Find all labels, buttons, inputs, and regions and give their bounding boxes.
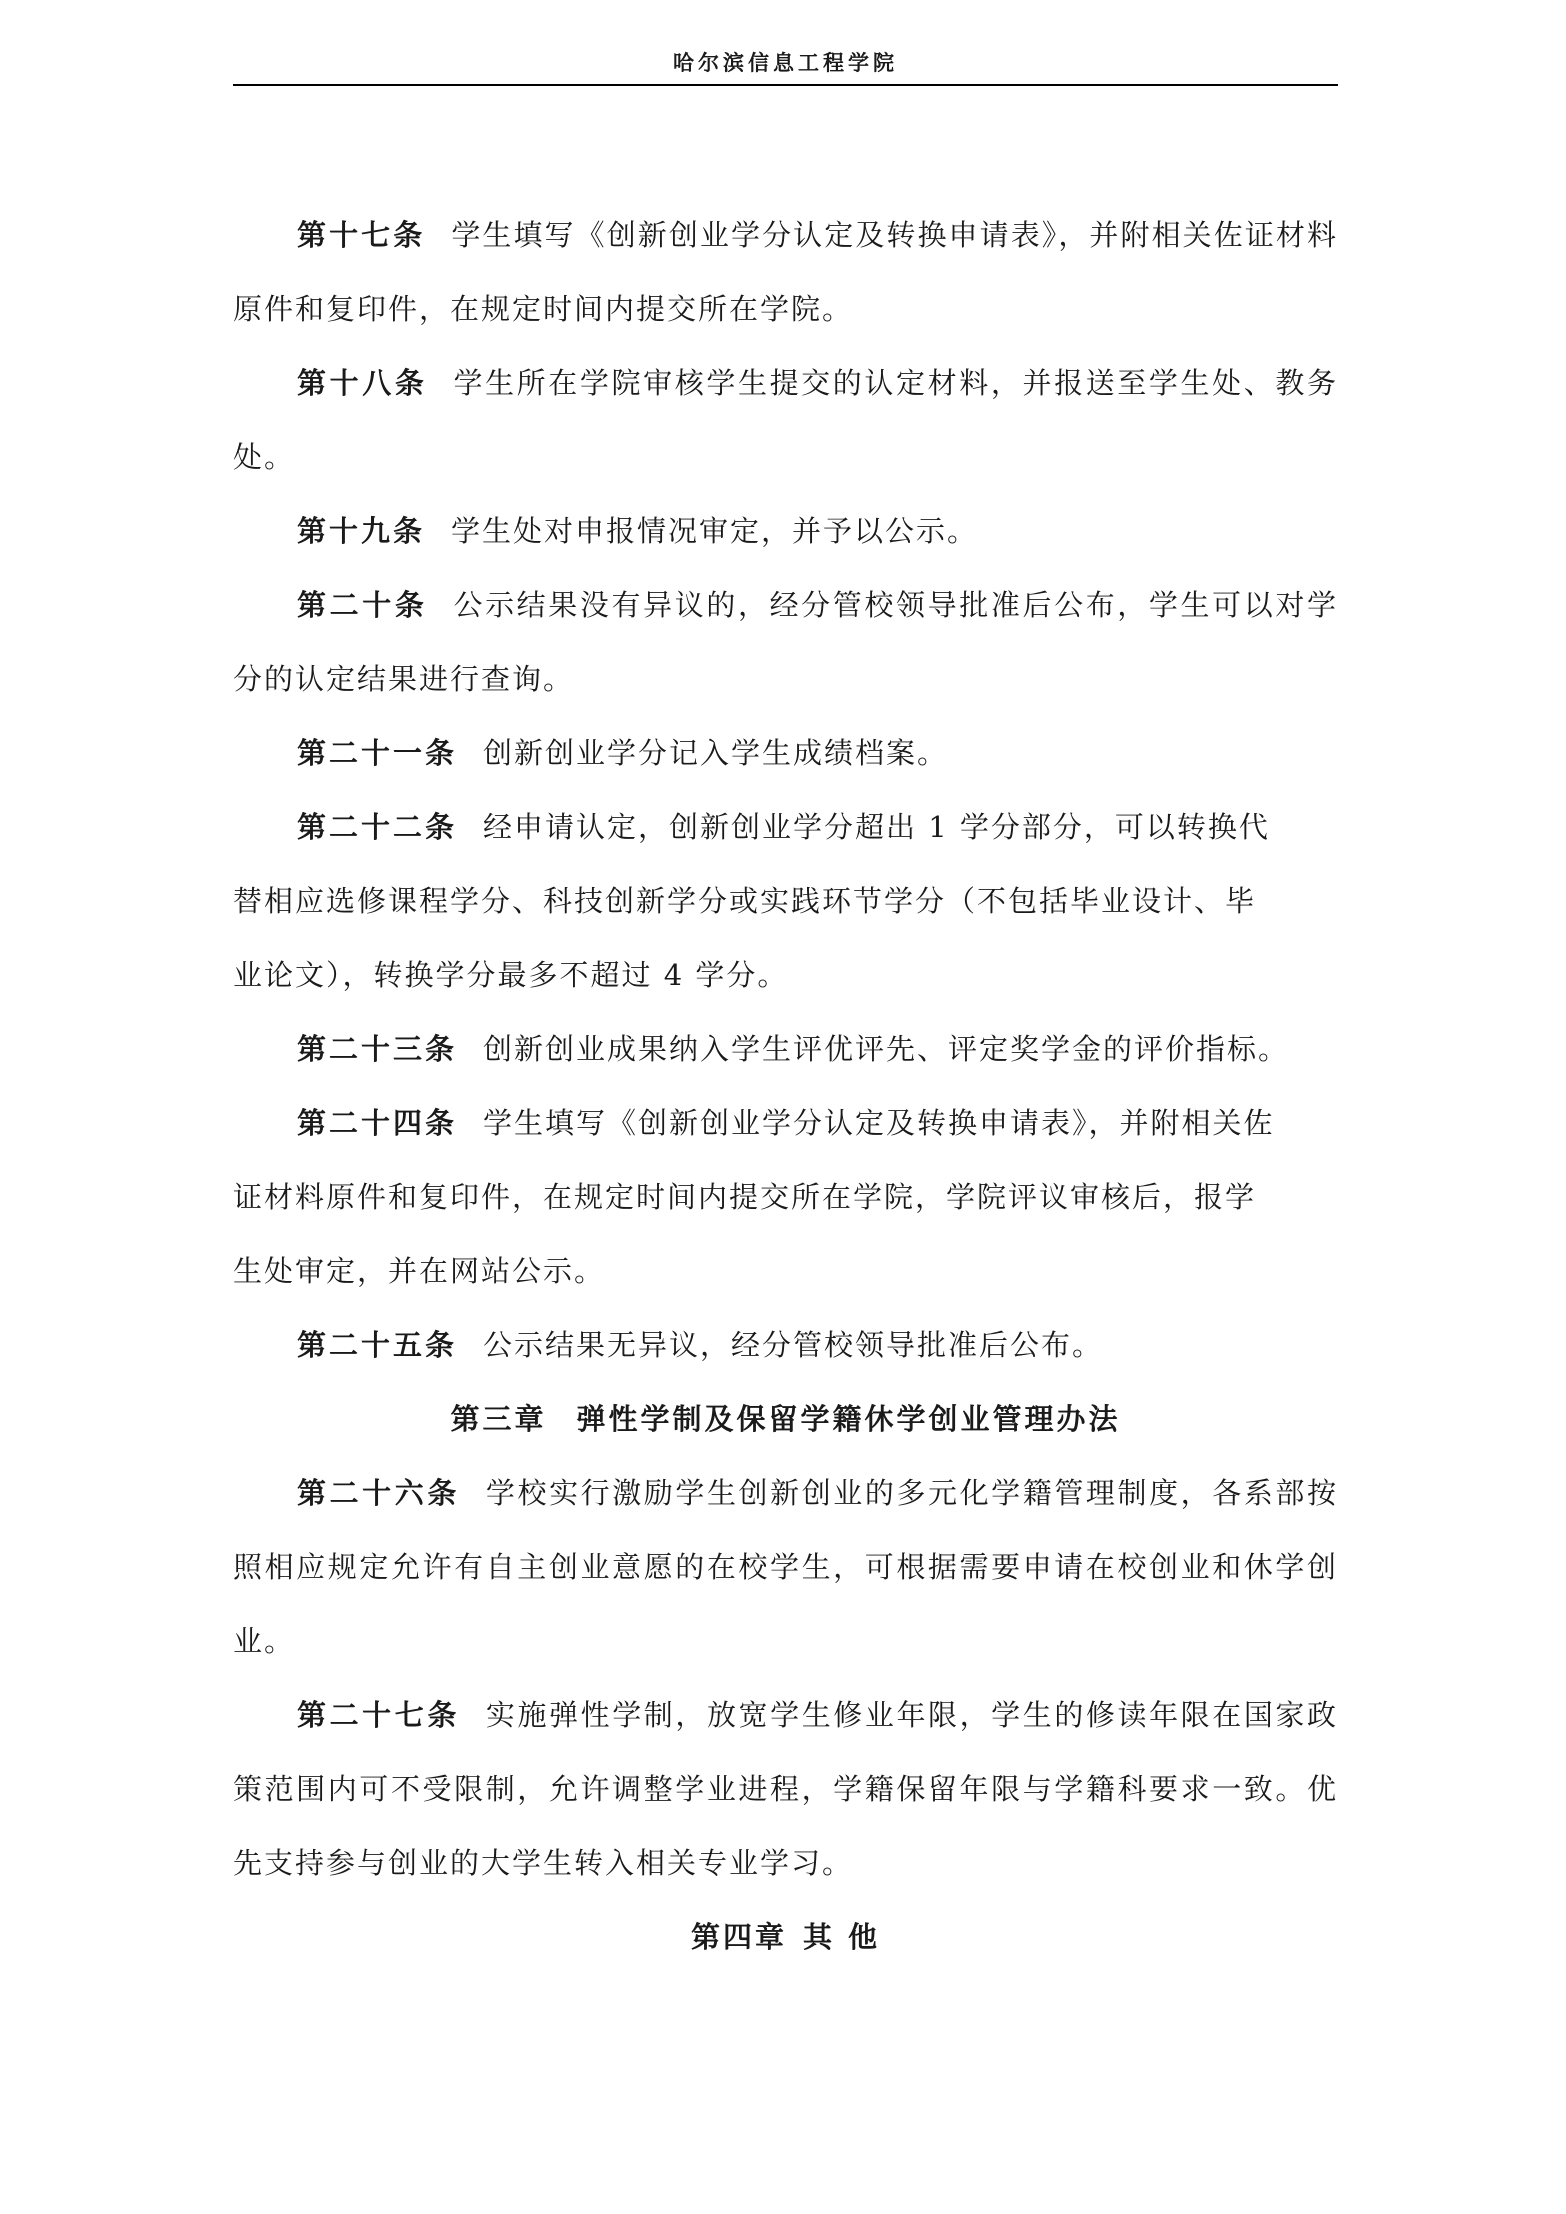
article-text-line: 学生填写《创新创业学分认定及转换申请表》，并附相关佐: [483, 1106, 1275, 1140]
article-text: 实施弹性学制，放宽学生修业年限，学生的修读年限在国家政策范围内可不受限制，允许调整学业进程，学籍保留年限与学籍科要求一致。优先支持参与创业的大学生转入相关专业学习。: [233, 1698, 1338, 1880]
article-number: 第二十条: [297, 588, 428, 622]
page-header: [233, 40, 1338, 86]
article-text: 创新创业学分记入学生成绩档案。: [483, 736, 949, 770]
article-26: [233, 1456, 1338, 1678]
article-number: 第二十五条: [297, 1328, 458, 1362]
article-20: [233, 568, 1338, 716]
article-text: 公示结果没有异议的，经分管校领导批准后公布，学生可以对学分的认定结果进行查询。: [233, 588, 1338, 696]
chapter-4-heading: [233, 1900, 1338, 1974]
article-23: [233, 1012, 1338, 1086]
chapter-title: 其 他: [802, 1920, 881, 1954]
article-number: 第二十七条: [297, 1698, 460, 1732]
document-body: [233, 198, 1338, 1974]
article-number: 第二十二条: [297, 810, 458, 844]
article-text-line: 生处审定，并在网站公示。: [233, 1254, 606, 1288]
chapter-number: 第三章: [450, 1402, 547, 1436]
article-text: 学校实行激励学生创新创业的多元化学籍管理制度，各系部按照相应规定允许有自主创业意愿的在校学生，可根据需要申请在校创业和休学创业。: [233, 1476, 1338, 1658]
header-title: 哈尔滨信息工程学院: [673, 51, 898, 75]
article-number: 第十七条: [297, 218, 426, 252]
article-text: 创新创业成果纳入学生评优评先、评定奖学金的评价指标。: [483, 1032, 1290, 1066]
article-number: 第二十三条: [297, 1032, 458, 1066]
article-number: 第二十四条: [297, 1106, 458, 1140]
article-text-line: 业论文），转换学分最多不超过 4 学分。: [233, 958, 789, 992]
article-text: 学生所在学院审核学生提交的认定材料，并报送至学生处、教务处。: [233, 366, 1338, 474]
article-text-line: 替相应选修课程学分、科技创新学分或实践环节学分（不包括毕业设计、毕: [233, 884, 1257, 918]
article-21: [233, 716, 1338, 790]
article-text: 公示结果无异议，经分管校领导批准后公布。: [483, 1328, 1104, 1362]
article-text: 学生处对申报情况审定，并予以公示。: [451, 514, 979, 548]
article-19: [233, 494, 1338, 568]
article-27: [233, 1678, 1338, 1900]
chapter-number: 第四章: [690, 1920, 787, 1954]
article-number: 第二十六条: [297, 1476, 460, 1510]
article-text-line: 证材料原件和复印件，在规定时间内提交所在学院，学院评议审核后，报学: [233, 1180, 1257, 1214]
chapter-3-heading: [233, 1382, 1338, 1456]
article-number: 第十九条: [297, 514, 426, 548]
chapter-title: 弹性学制及保留学籍休学创业管理办法: [576, 1402, 1121, 1436]
article-24: [233, 1086, 1338, 1308]
article-25: [233, 1308, 1338, 1382]
article-number: 第十八条: [297, 366, 428, 400]
article-number: 第二十一条: [297, 736, 458, 770]
article-22: [233, 790, 1338, 1012]
article-text: 学生填写《创新创业学分认定及转换申请表》，并附相关佐证材料原件和复印件，在规定时间内提交所在学院。: [233, 218, 1338, 326]
article-17: [233, 198, 1338, 346]
article-text-line: 经申请认定，创新创业学分超出 1 学分部分，可以转换代: [483, 810, 1270, 844]
article-18: [233, 346, 1338, 494]
